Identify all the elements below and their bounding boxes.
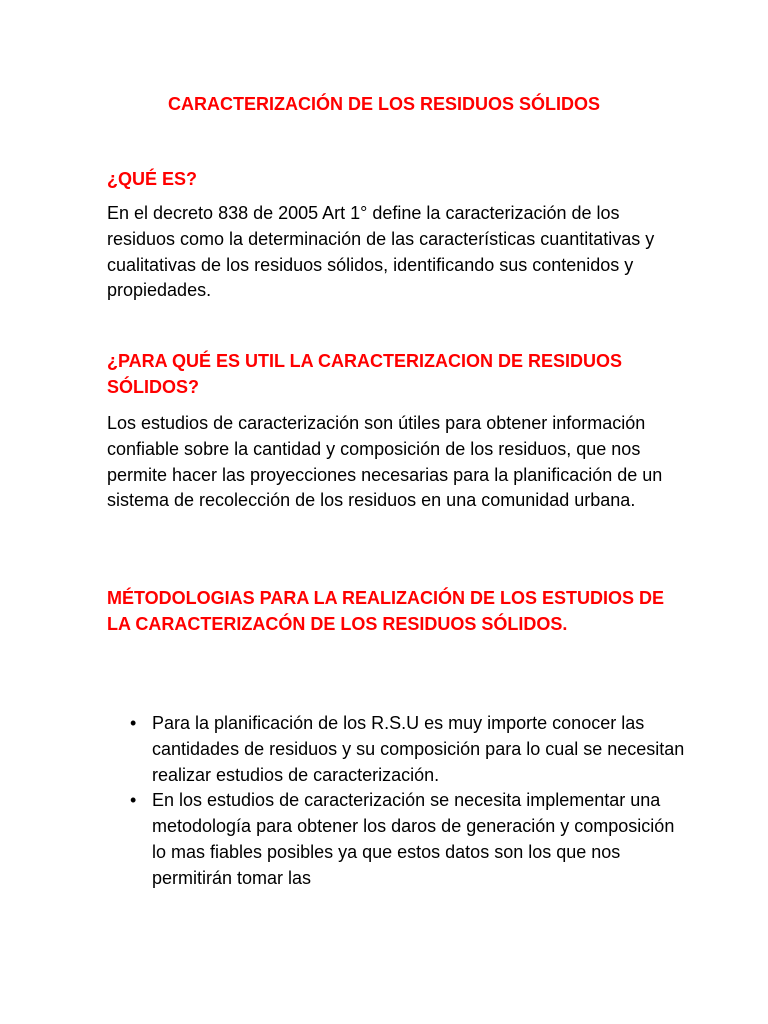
section-paragraph-que-es: En el decreto 838 de 2005 Art 1° define la caracterización de los residuos como la determinación de las características cuantitativas y cualitativas de los residuos sólidos, identificando sus contenidos y propiedades.	[107, 203, 655, 301]
section-heading-para-que: ¿PARA QUÉ ES UTIL LA CARACTERIZACION DE RESIDUOS SÓLIDOS?	[107, 351, 623, 397]
document-title: CARACTERIZACIÓN DE LOS RESIDUOS SÓLIDOS	[167, 94, 601, 114]
section-heading-que-es: ¿QUÉ ES?	[107, 169, 198, 189]
list-item-text: Para la planificación de los R.S.U es muy importe conocer las cantidades de residuos y su composición para lo cual se necesitan realizar estudios de caracterización.	[152, 713, 685, 785]
list-item	[130, 711, 690, 788]
section-paragraph-para-que: Los estudios de caracterización son útiles para obtener información confiable sobre la cantidad y composición de los residuos, que nos permite hacer las proyecciones necesarias para la planificación de un sistema de recolección de los residuos en una comunidad urbana.	[107, 413, 663, 511]
list-item-text: En los estudios de caracterización se necesita implementar una metodología para obtener los daros de generación y composición lo mas fiables posibles ya que estos datos son los que nos permitirán tomar las	[152, 790, 675, 888]
bullet-icon: •	[130, 790, 137, 811]
section-heading-metodologias: MÉTODOLOGIAS PARA LA REALIZACIÓN DE LOS ESTUDIOS DE LA CARACTERIZACÓN DE LOS RESIDUOS SÓLIDOS.	[107, 588, 665, 634]
list-item	[130, 788, 690, 891]
bullet-list	[130, 711, 690, 892]
bullet-icon: •	[130, 713, 137, 733]
